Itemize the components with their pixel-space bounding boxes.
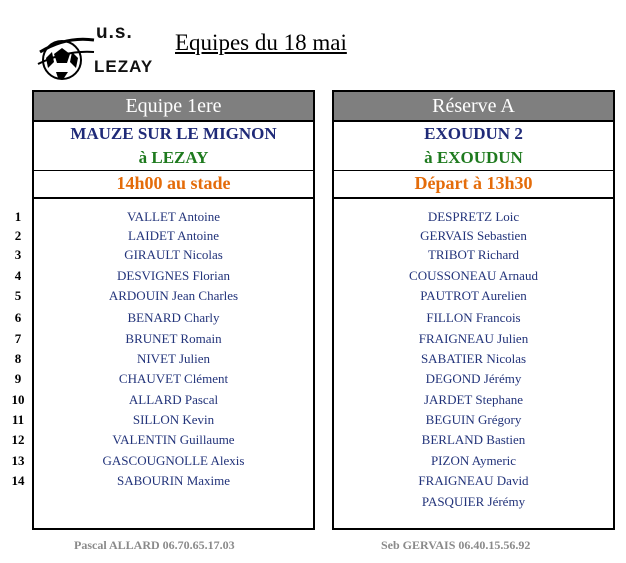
row-number: 2 [14, 228, 22, 243]
team-name: Equipe 1ere [34, 92, 313, 122]
logo-club-text: LEZAY [94, 57, 154, 76]
player-name: SABATIER Nicolas [420, 351, 527, 366]
player-name: PASQUIER Jérémy [421, 494, 526, 509]
match-info [34, 122, 313, 171]
player-name: BERLAND Bastien [421, 432, 526, 447]
row-number: 5 [14, 288, 22, 303]
player-name: PAUTROT Aurelien [420, 288, 527, 303]
player-name: FRAIGNEAU David [418, 473, 529, 488]
page-title: Equipes du 18 mai [175, 30, 347, 55]
row-number: 12 [11, 432, 25, 447]
row-number: 6 [14, 310, 22, 325]
player-name: COUSSONEAU Arnaud [409, 268, 538, 283]
match-venue: à EXOUDUN [424, 148, 523, 167]
row-number: 10 [11, 392, 25, 407]
logo-us-text: u.s. [96, 22, 133, 43]
match-time: 14h00 au stade [34, 171, 313, 199]
team-column-equipe-1ere [32, 90, 315, 530]
contact-equipe-1ere: Pascal ALLARD 06.70.65.17.03 [74, 538, 235, 552]
player-name: JARDET Stephane [423, 392, 524, 407]
football-logo-icon [36, 28, 96, 84]
row-number: 14 [11, 473, 25, 488]
row-number: 3 [14, 247, 22, 262]
player-name: BEGUIN Grégory [425, 412, 522, 427]
player-name: DESVIGNES Florian [116, 268, 231, 283]
row-number: 13 [11, 453, 25, 468]
player-name: LAIDET Antoine [127, 228, 220, 243]
player-name: DESPRETZ Loic [427, 209, 520, 224]
player-name: ALLARD Pascal [128, 392, 219, 407]
player-name: ARDOUIN Jean Charles [108, 288, 239, 303]
player-name: SABOURIN Maxime [116, 473, 231, 488]
row-number: 8 [14, 351, 22, 366]
team-name: Réserve A [334, 92, 613, 122]
player-name: DEGOND Jérémy [425, 371, 522, 386]
match-time: Départ à 13h30 [334, 171, 613, 199]
match-opponent: MAUZE SUR LE MIGNON [70, 124, 277, 143]
player-name: CHAUVET Clément [118, 371, 229, 386]
row-number: 1 [14, 209, 22, 224]
player-name: GASCOUGNOLLE Alexis [102, 453, 245, 468]
row-number: 4 [14, 268, 22, 283]
row-number: 11 [11, 412, 25, 427]
player-name: VALLET Antoine [126, 209, 221, 224]
contact-reserve-a: Seb GERVAIS 06.40.15.56.92 [381, 538, 531, 552]
player-name: GERVAIS Sebastien [420, 228, 527, 243]
player-name: NIVET Julien [136, 351, 211, 366]
player-name: GIRAULT Nicolas [124, 247, 223, 262]
player-name: SILLON Kevin [132, 412, 215, 427]
match-opponent: EXOUDUN 2 [424, 124, 523, 143]
match-info [334, 122, 613, 171]
player-name: BRUNET Romain [125, 331, 222, 346]
player-name: VALENTIN Guillaume [112, 432, 235, 447]
row-number: 7 [14, 331, 22, 346]
match-venue: à LEZAY [138, 148, 209, 167]
player-name: BENARD Charly [127, 310, 220, 325]
player-name: FILLON Francois [426, 310, 521, 325]
row-number: 9 [14, 371, 22, 386]
club-logo [36, 22, 156, 84]
player-name: FRAIGNEAU Julien [418, 331, 529, 346]
player-name: PIZON Aymeric [430, 453, 517, 468]
player-name: TRIBOT Richard [427, 247, 520, 262]
team-column-reserve-a [332, 90, 615, 530]
